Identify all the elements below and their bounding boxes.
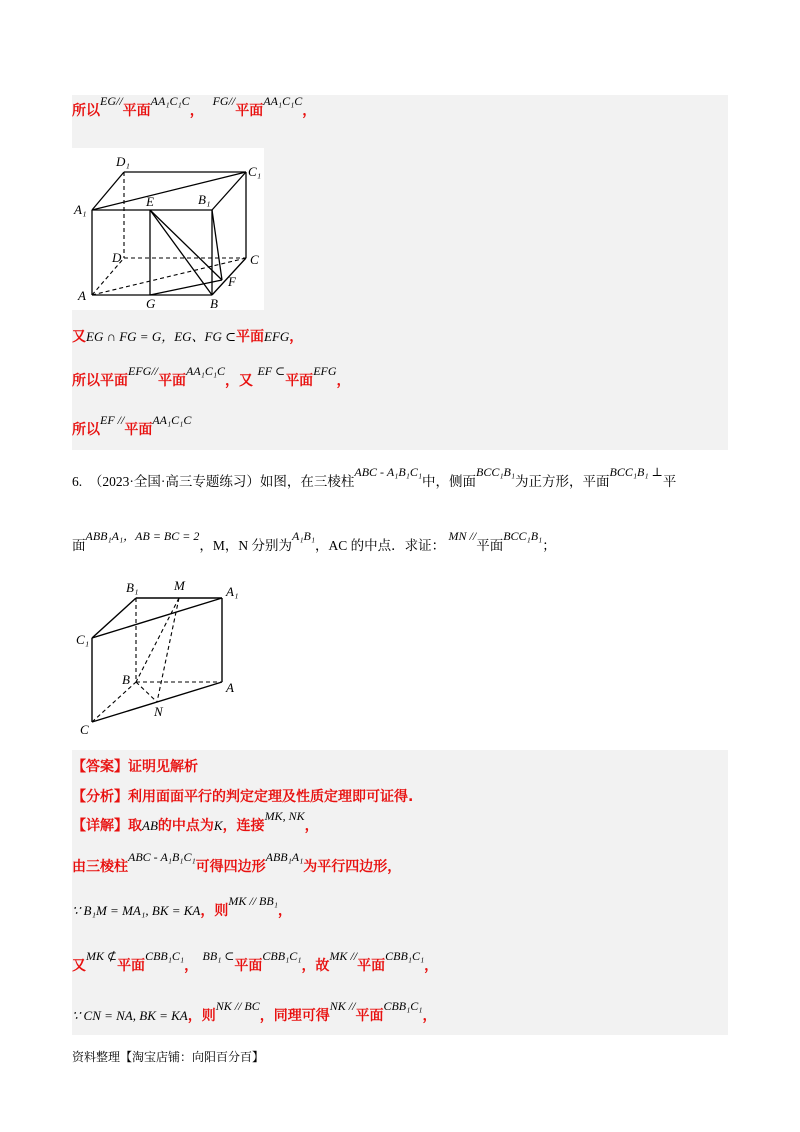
text: ，则: [187, 1008, 216, 1024]
math: MK, NK: [264, 809, 305, 823]
math: AA₁C₁C: [263, 94, 303, 108]
math: ABB₁A₁: [85, 529, 124, 543]
edge-b1c1: [212, 172, 246, 210]
math: EG ∩ FG = G，EG、FG ⊂: [86, 329, 237, 344]
seg-gf: [150, 280, 222, 295]
math: CBB₁C₁: [383, 999, 423, 1013]
text: 平面: [235, 103, 264, 119]
label-b: B: [122, 672, 130, 687]
seg-b1f: [212, 210, 222, 280]
hidden-seg-mb: [136, 598, 179, 682]
math: ，AB = BC = 2: [123, 529, 200, 543]
seg-eb: [150, 210, 212, 295]
hidden-edge-cb: [92, 682, 136, 722]
solution-line-3: [72, 364, 351, 390]
math: EG//: [100, 94, 123, 108]
text: 又: [72, 329, 86, 345]
text: 又: [72, 958, 86, 974]
text: 平面: [117, 958, 146, 974]
problem-number: 6.: [72, 474, 83, 489]
problem-6-line-2: [72, 529, 556, 554]
text: 平面: [236, 329, 265, 345]
text: 利用面面平行的判定定理及性质定理即可证得.: [128, 789, 414, 805]
math: AA₁C₁C: [150, 94, 190, 108]
detail-line-3: [72, 894, 292, 920]
math: EFG: [313, 364, 337, 378]
label-a: A: [226, 680, 234, 695]
text: ，: [304, 818, 319, 834]
text: 可得四边形: [195, 859, 266, 875]
math: MK ⊄: [86, 949, 118, 963]
math: NK // BC: [215, 999, 260, 1013]
text: ，AC 的中点．求证：: [315, 538, 446, 553]
edge-a1d1: [92, 172, 124, 210]
text: ，则: [200, 903, 229, 919]
solution-line-1: [72, 94, 317, 120]
text: ，M，N 分别为: [199, 538, 293, 553]
math: CBB₁C₁: [385, 949, 425, 963]
label-a1: A₁: [74, 202, 87, 217]
label-a: A: [78, 288, 86, 303]
label-c: C: [80, 722, 89, 737]
text: ，: [189, 103, 204, 119]
detail-line-4: [72, 949, 439, 975]
label-m: M: [174, 578, 185, 593]
text: ，: [184, 958, 199, 974]
problem-6-line-1: [72, 465, 677, 490]
math: ABC - A₁B₁C₁: [354, 465, 422, 479]
math: AA₁C₁C: [152, 413, 192, 427]
text: 所以平面: [72, 373, 128, 389]
text: 平面: [285, 373, 314, 389]
hidden-seg-mn: [157, 598, 179, 702]
text: 平面: [355, 1008, 384, 1024]
figure-prism: [72, 574, 272, 744]
text: 为平行四边形，: [303, 859, 402, 875]
text: 所以: [72, 422, 100, 438]
math: A₁B₁: [292, 529, 316, 543]
figure-cuboid: [72, 148, 264, 310]
text: ；: [542, 538, 556, 553]
math: MK // BB₁: [228, 894, 278, 908]
label-f: F: [228, 274, 236, 289]
detail-line-5: [72, 999, 437, 1025]
text: ，: [277, 903, 292, 919]
math: MK //: [329, 949, 358, 963]
math: FG//: [212, 94, 236, 108]
text: 平面: [124, 422, 153, 438]
detail-tag: 【详解】: [72, 818, 128, 834]
math: CBB₁C₁: [145, 949, 185, 963]
diag-a1c1: [92, 172, 246, 210]
label-n: N: [154, 704, 163, 719]
text: 证明见解析: [128, 759, 198, 775]
label-c1: C₁: [76, 632, 90, 647]
text: 平面: [476, 538, 504, 553]
label-e: E: [146, 194, 154, 209]
text: 如图，在三棱柱: [259, 474, 355, 489]
answer-tag: 【答案】: [72, 759, 128, 775]
text: 取: [128, 818, 142, 834]
math: CBB₁C₁: [262, 949, 302, 963]
text: ，: [422, 1008, 437, 1024]
math: EFG: [264, 329, 290, 344]
label-d1: D₁: [116, 154, 130, 169]
label-g: G: [146, 296, 156, 310]
math: BB₁ ⊂: [202, 949, 235, 963]
math: ABB₁A₁: [265, 850, 304, 864]
text: 平面: [122, 103, 151, 119]
text: ，: [424, 958, 439, 974]
label-b1: B₁: [126, 580, 139, 595]
math: MN //: [448, 529, 477, 543]
analysis-line: [72, 786, 413, 806]
text: ，: [289, 329, 304, 345]
text: 面: [72, 538, 86, 553]
text: 平面: [234, 958, 263, 974]
text: ，: [302, 103, 317, 119]
analysis-tag: 【分析】: [72, 789, 128, 805]
seg-ef: [150, 210, 222, 280]
detail-line-2: [72, 850, 402, 876]
solution-line-4: [72, 413, 192, 439]
label-c: C: [250, 252, 259, 267]
text: 平面: [357, 958, 386, 974]
text: ，同理可得: [259, 1008, 330, 1024]
math: BCC₁B₁ ⊥: [609, 465, 663, 479]
math: BCC₁B₁: [503, 529, 543, 543]
math: ABC - A₁B₁C₁: [128, 850, 196, 864]
label-b: B: [210, 296, 218, 310]
text: 为正方形，平面: [515, 474, 610, 489]
edge-c1a1: [92, 598, 222, 638]
problem-source: （2023·全国·高三专题练习）: [88, 474, 260, 489]
text: 平: [662, 474, 677, 489]
math: EF //: [100, 413, 125, 427]
label-b1: B₁: [198, 192, 211, 207]
math: NK //: [329, 999, 356, 1013]
prism-diagram: [72, 574, 272, 744]
answer-line: [72, 756, 198, 776]
edge-c1b1: [92, 598, 136, 638]
hidden-seg-bn: [136, 682, 157, 702]
math: AA₁C₁C: [186, 364, 226, 378]
cuboid-diagram: [72, 148, 264, 310]
math: K: [213, 818, 223, 833]
math: BCC₁B₁: [476, 465, 516, 479]
text: 平面: [158, 373, 186, 389]
solution-line-2: [72, 326, 303, 346]
math: EF ⊂: [257, 364, 286, 378]
text: 的中点为: [157, 818, 214, 834]
text: 由三棱柱: [72, 859, 128, 875]
label-c1: C₁: [248, 164, 262, 179]
text: ，故: [301, 958, 330, 974]
text: ，: [336, 373, 351, 389]
math: ∵ B₁M = MA₁, BK = KA: [72, 903, 201, 918]
math: EFG//: [128, 364, 158, 378]
math: AB: [142, 818, 158, 833]
text: ，连接: [222, 818, 265, 834]
footer-source: 资料整理【淘宝店铺：向阳百分百】: [72, 1050, 265, 1064]
label-d: D: [112, 250, 122, 265]
math: ∵ CN = NA, BK = KA: [72, 1008, 188, 1023]
label-a1: A₁: [226, 584, 239, 599]
text: ，又: [225, 373, 254, 389]
text: 中，侧面: [422, 474, 476, 489]
text: 所以: [72, 103, 100, 119]
detail-line-1: [72, 809, 319, 835]
